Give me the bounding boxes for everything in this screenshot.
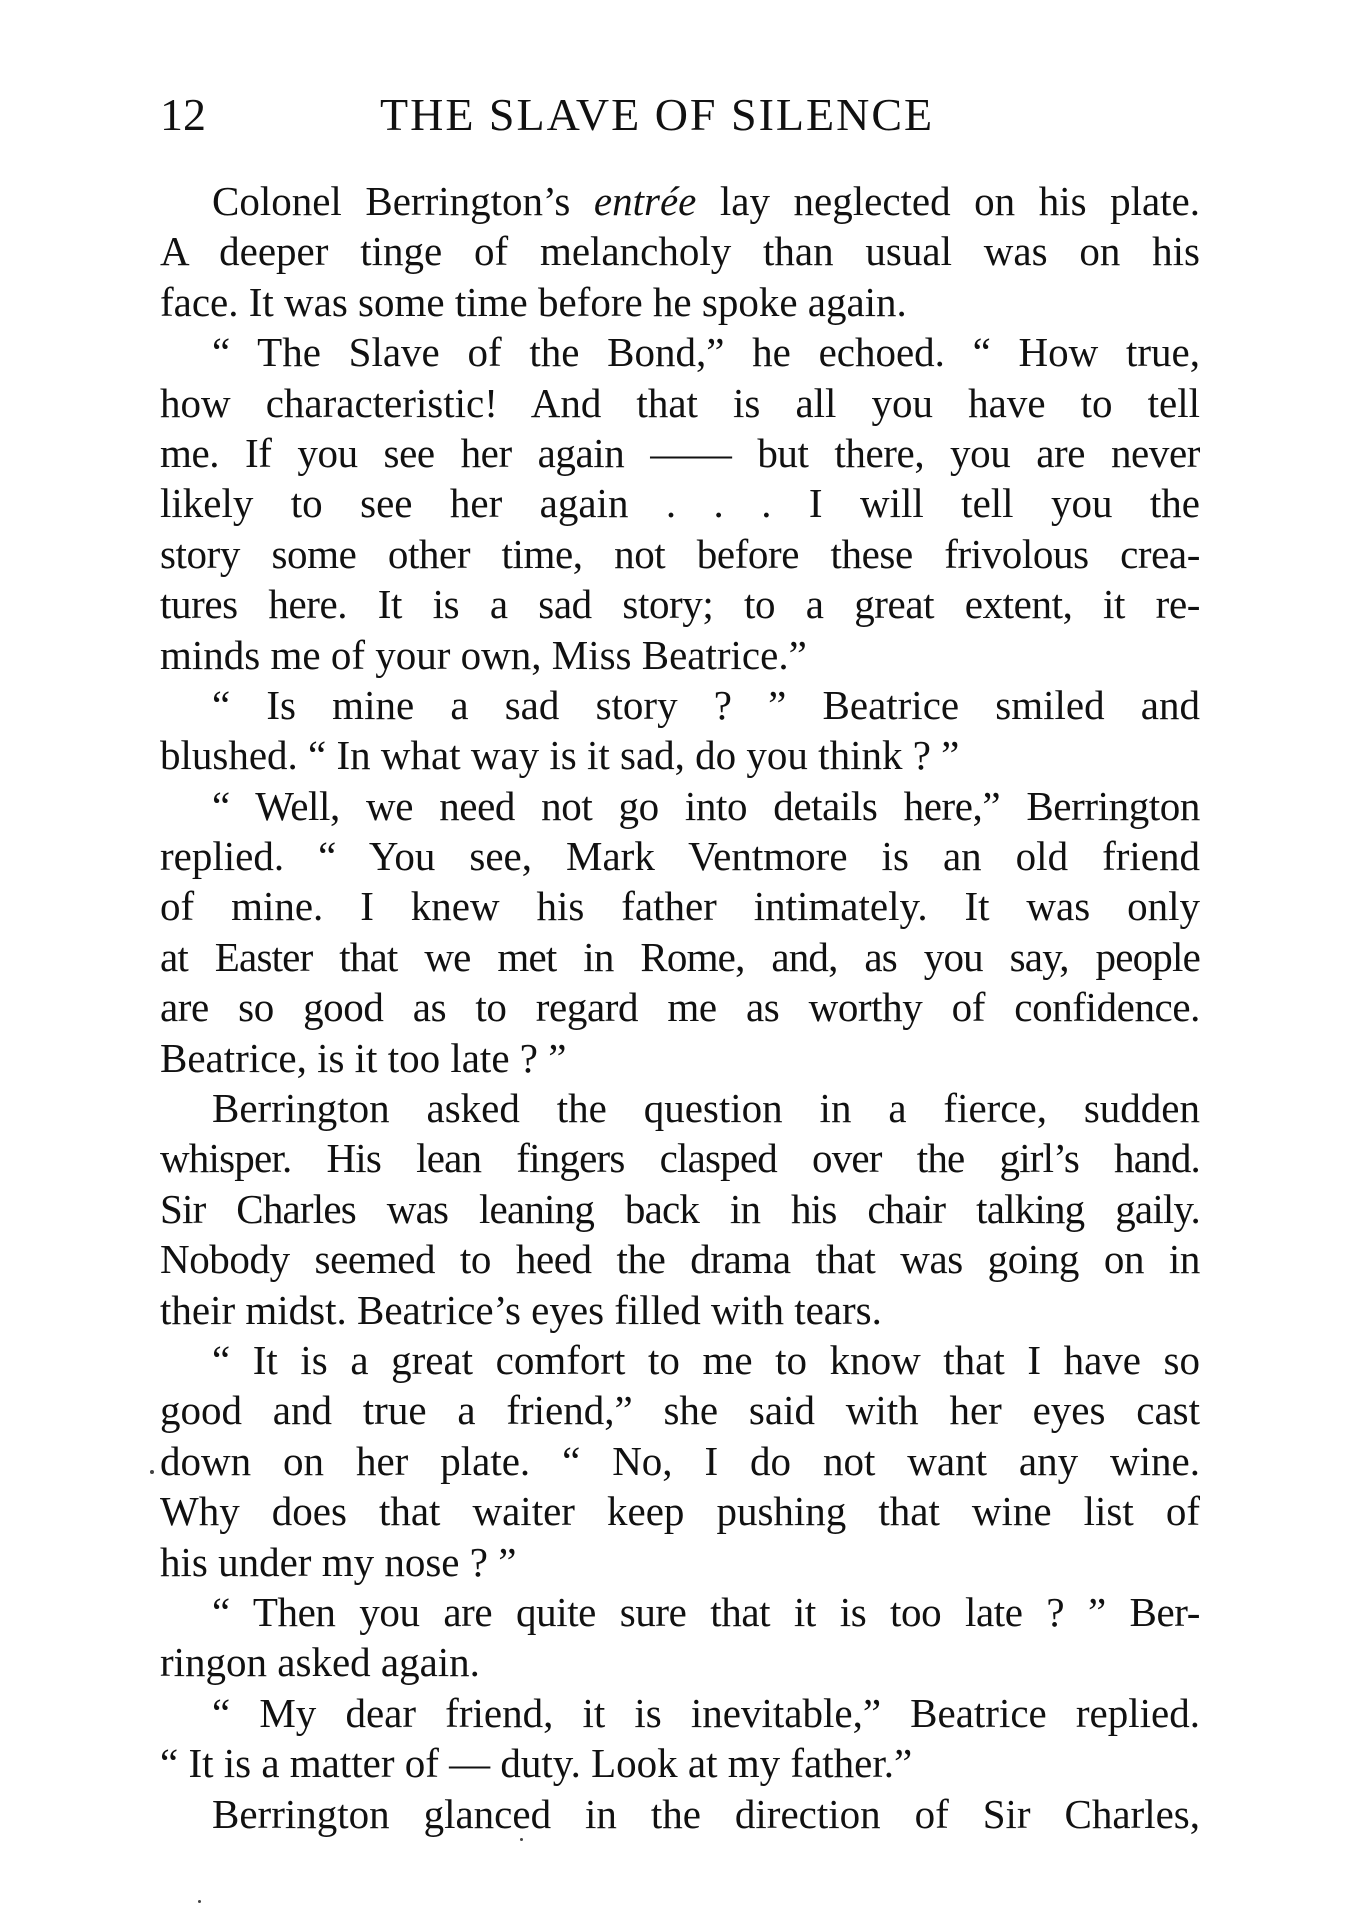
running-title: THE SLAVE OF SILENCE xyxy=(380,89,935,140)
text-line: “ Well, we need not go into details here,” Berrington xyxy=(212,782,1200,829)
text-line: Beatrice, is it too late ? ” xyxy=(160,1034,567,1081)
body-text xyxy=(160,176,1200,1839)
text-line: his under my nose ? ” xyxy=(160,1538,517,1585)
text-line: likely to see her again . . . I will tell you the xyxy=(160,480,1200,527)
text-line: story some other time, not before these frivolous crea- xyxy=(160,530,1200,577)
print-speck xyxy=(150,1470,154,1474)
text-line: Why does that waiter keep pushing that wine list of xyxy=(160,1488,1200,1535)
text-line: minds me of your own, Miss Beatrice.” xyxy=(160,631,807,678)
text-line: “ It is a matter of — duty. Look at my father.” xyxy=(160,1740,913,1787)
text-line: how characteristic! And that is all you have to tell xyxy=(160,379,1200,426)
text-line: “ The Slave of the Bond,” he echoed. “ How true, xyxy=(212,329,1200,376)
text-line: replied. “ You see, Mark Ventmore is an old friend xyxy=(160,833,1200,880)
text-line: down on her plate. “ No, I do not want any wine. xyxy=(160,1437,1200,1484)
print-speck xyxy=(520,1838,523,1841)
text-line: Berrington asked the question in a fierce, sudden xyxy=(212,1085,1200,1132)
running-head xyxy=(160,85,1200,145)
print-speck xyxy=(198,1900,201,1903)
text-line: Sir Charles was leaning back in his chair talking gaily. xyxy=(160,1185,1200,1232)
text-line: A deeper tinge of melancholy than usual was on his xyxy=(160,228,1200,275)
text-line: ringon asked again. xyxy=(160,1639,480,1686)
text-line: “ It is a great comfort to me to know that I have so xyxy=(212,1336,1200,1383)
text-line: Colonel Berrington’s entrée lay neglected on his plate. xyxy=(212,178,1200,224)
text-line: good and true a friend,” she said with her eyes cast xyxy=(160,1387,1200,1434)
text-line: their midst. Beatrice’s eyes filled with tears. xyxy=(160,1286,882,1333)
text-line: “ Is mine a sad story ? ” Beatrice smiled and xyxy=(212,681,1200,728)
text-line: tures here. It is a sad story; to a great extent, it re- xyxy=(160,581,1200,628)
text-line: face. It was some time before he spoke again. xyxy=(160,278,907,325)
text-line: blushed. “ In what way is it sad, do you think ? ” xyxy=(160,732,960,779)
text-line: Berrington glanced in the direction of Sir Charles, xyxy=(212,1790,1200,1837)
text-line: are so good as to regard me as worthy of confidence. xyxy=(160,984,1200,1031)
text-line: of mine. I knew his father intimately. It was only xyxy=(160,883,1200,930)
text-line: “ My dear friend, it is inevitable,” Beatrice replied. xyxy=(212,1689,1200,1736)
text-line: Nobody seemed to heed the drama that was going on in xyxy=(160,1236,1200,1283)
text-line: me. If you see her again —— but there, you are never xyxy=(160,429,1200,476)
text-line: whisper. His lean fingers clasped over the girl’s hand. xyxy=(160,1135,1200,1182)
text-line: at Easter that we met in Rome, and, as you say, people xyxy=(160,933,1200,980)
page-number: 12 xyxy=(160,89,206,140)
text-line: “ Then you are quite sure that it is too late ? ” Ber- xyxy=(212,1588,1200,1635)
